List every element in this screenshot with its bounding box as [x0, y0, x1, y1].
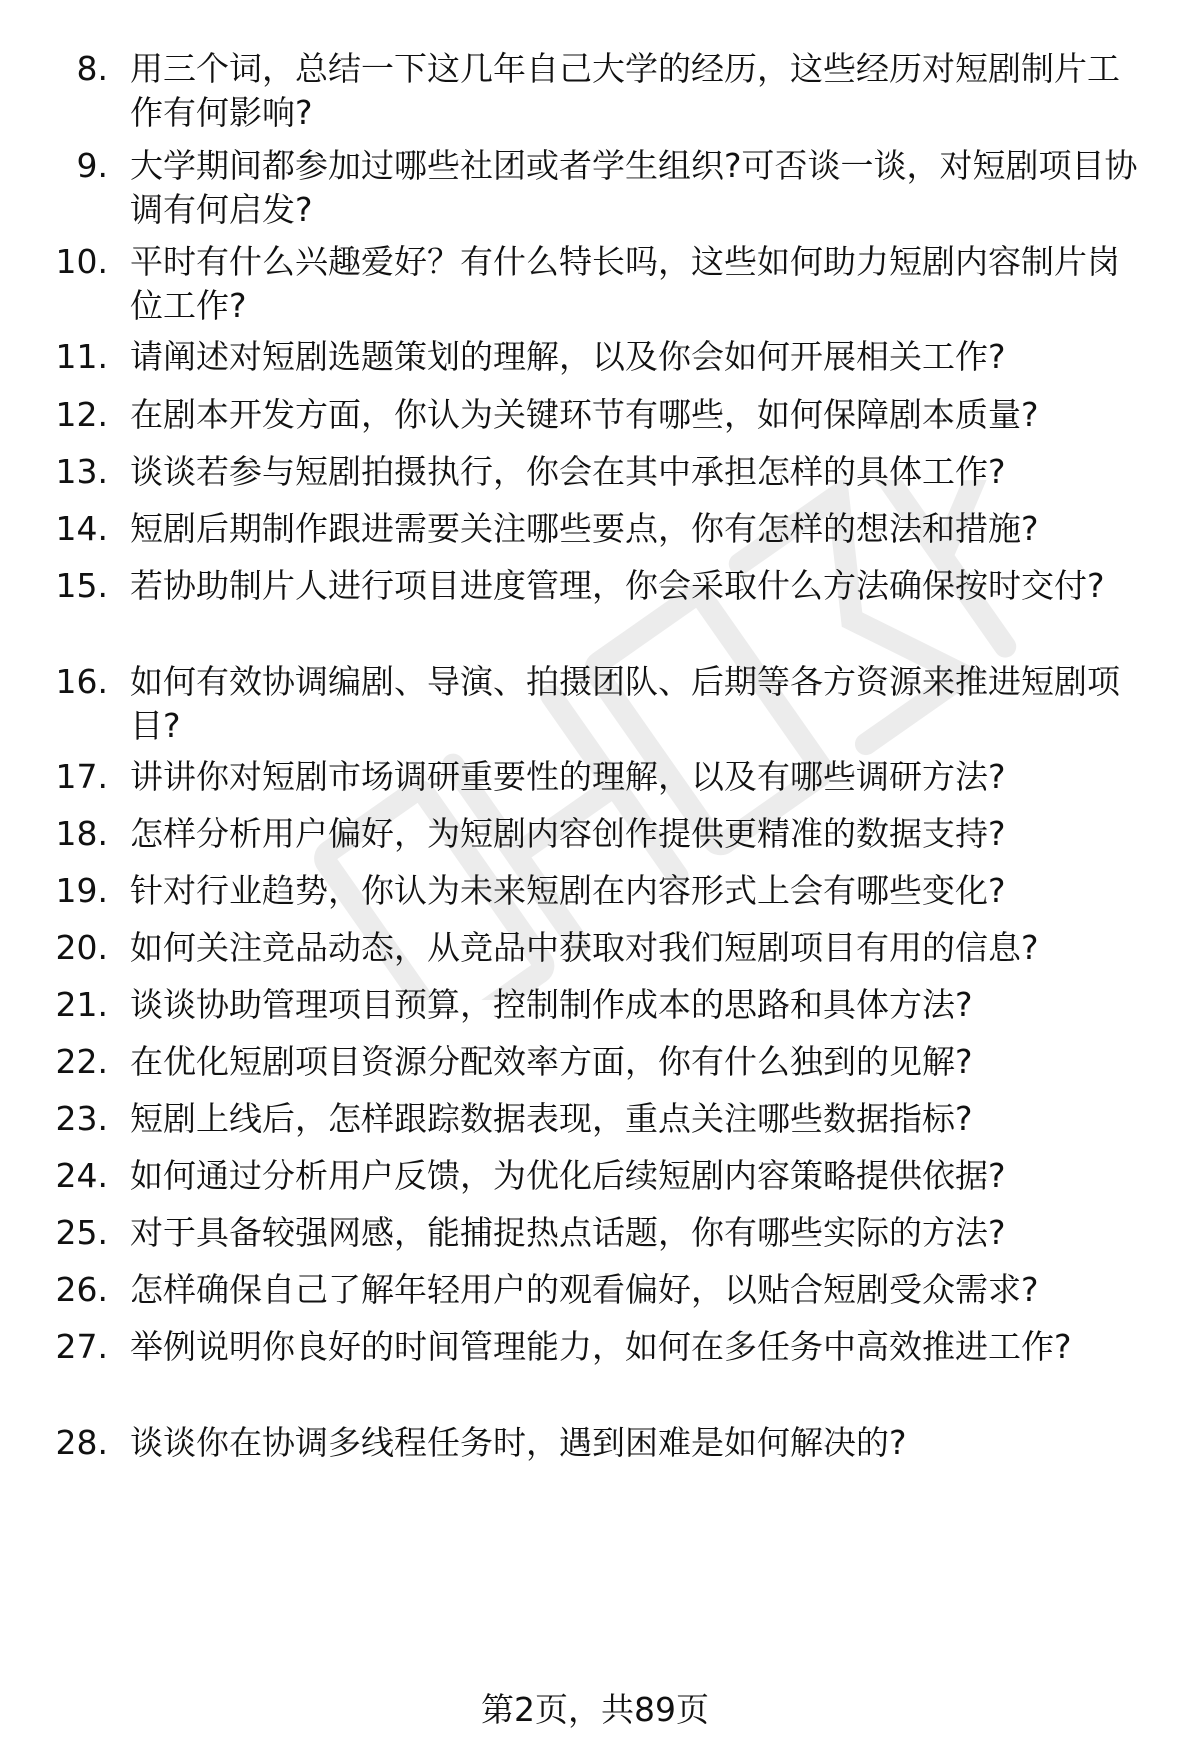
question-number: 10.: [55, 242, 108, 281]
question-number: 24.: [55, 1156, 108, 1195]
question-text: 怎样确保自己了解年轻用户的观看偏好，以贴合短剧受众需求?: [130, 1270, 1039, 1309]
question-text: 若协助制片人进行项目进度管理，你会采取什么方法确保按时交付?: [130, 566, 1105, 605]
question-text: 怎样分析用户偏好，为短剧内容创作提供更精准的数据支持?: [130, 814, 1006, 853]
question-number: 23.: [55, 1099, 108, 1138]
question-text: 如何通过分析用户反馈，为优化后续短剧内容策略提供依据?: [130, 1156, 1006, 1195]
question-number: 17.: [55, 757, 108, 796]
question-number: 8.: [76, 49, 108, 88]
question-text: 如何关注竞品动态，从竞品中获取对我们短剧项目有用的信息?: [130, 928, 1039, 967]
question-text: 谈谈协助管理项目预算，控制制作成本的思路和具体方法?: [130, 985, 973, 1024]
question-number: 27.: [55, 1327, 108, 1366]
question-text: 讲讲你对短剧市场调研重要性的理解，以及有哪些调研方法?: [130, 757, 1006, 796]
question-number: 25.: [55, 1213, 108, 1252]
question-number: 22.: [55, 1042, 108, 1081]
question-number: 28.: [55, 1423, 108, 1462]
question-text: 如何有效协调编剧、导演、拍摄团队、后期等各方资源来推进短剧项目?: [130, 662, 1120, 745]
question-number: 11.: [55, 337, 108, 376]
question-number: 15.: [55, 566, 108, 605]
question-number: 9.: [76, 146, 108, 185]
question-number: 16.: [55, 662, 108, 701]
question-number: 20.: [55, 928, 108, 967]
question-text: 谈谈你在协调多线程任务时，遇到困难是如何解决的?: [130, 1423, 907, 1462]
question-text: 对于具备较强网感，能捕捉热点话题，你有哪些实际的方法?: [130, 1213, 1006, 1252]
page-number-footer: 第2页，共89页: [481, 1690, 709, 1729]
question-text: 用三个词，总结一下这几年自己大学的经历，这些经历对短剧制片工作有何影响?: [130, 49, 1120, 132]
question-number: 13.: [55, 452, 108, 491]
question-number: 21.: [55, 985, 108, 1024]
question-number: 12.: [55, 395, 108, 434]
question-number: 18.: [55, 814, 108, 853]
question-text: 举例说明你良好的时间管理能力，如何在多任务中高效推进工作?: [130, 1327, 1072, 1366]
question-number: 26.: [55, 1270, 108, 1309]
question-number: 14.: [55, 509, 108, 548]
question-number: 19.: [55, 871, 108, 910]
question-text: 短剧上线后，怎样跟踪数据表现，重点关注哪些数据指标?: [130, 1099, 973, 1138]
question-text: 大学期间都参加过哪些社团或者学生组织?可否谈一谈，对短剧项目协调有何启发?: [130, 146, 1138, 229]
question-text: 平时有什么兴趣爱好？有什么特长吗，这些如何助力短剧内容制片岗位工作?: [130, 242, 1120, 325]
question-text: 针对行业趋势，你认为未来短剧在内容形式上会有哪些变化?: [130, 871, 1006, 910]
question-text: 短剧后期制作跟进需要关注哪些要点，你有怎样的想法和措施?: [130, 509, 1039, 548]
question-text: 谈谈若参与短剧拍摄执行，你会在其中承担怎样的具体工作?: [130, 452, 1006, 491]
question-text: 在剧本开发方面，你认为关键环节有哪些，如何保障剧本质量?: [130, 395, 1039, 434]
question-text: 请阐述对短剧选题策划的理解，以及你会如何开展相关工作?: [130, 337, 1006, 376]
question-text: 在优化短剧项目资源分配效率方面，你有什么独到的见解?: [130, 1042, 973, 1081]
